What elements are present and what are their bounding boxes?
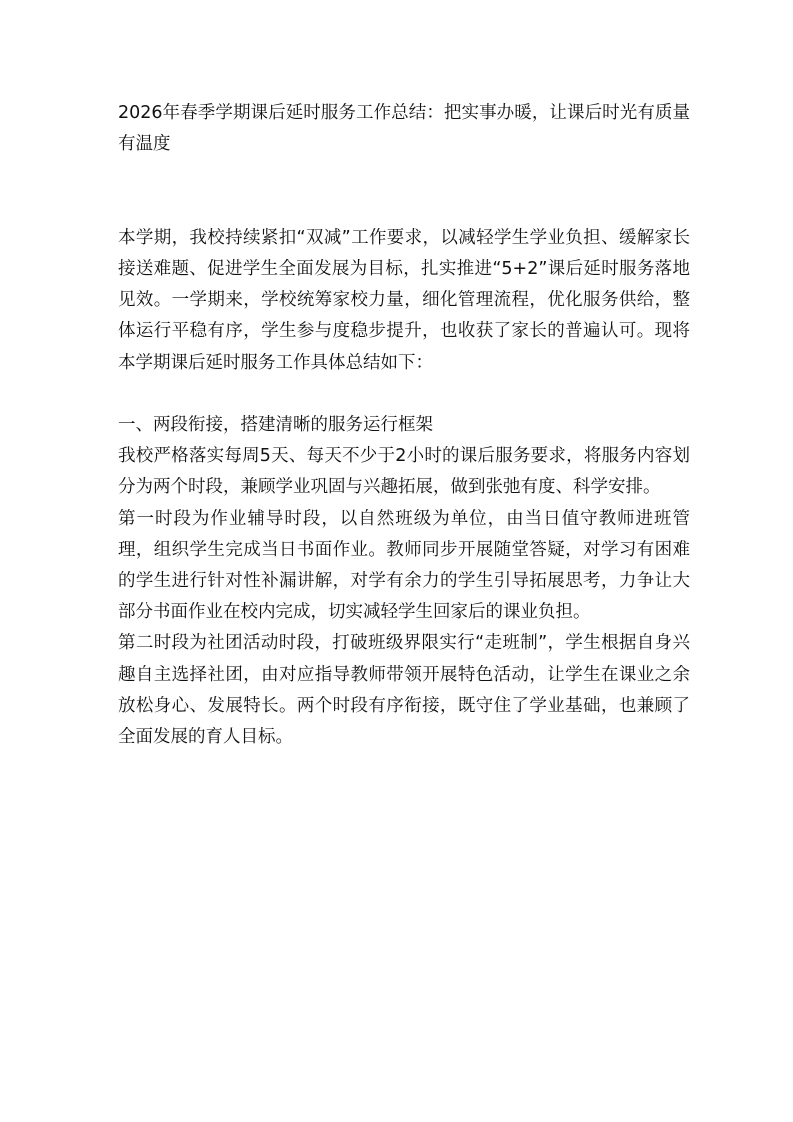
body-paragraph: 我校严格落实每周5天、每天不少于2小时的课后服务要求，将服务内容划分为两个时段，兼顾学业巩固与兴趣拓展，做到张弛有度、科学安排。: [118, 446, 690, 498]
spacer: [118, 160, 690, 191]
spacer: [118, 379, 690, 410]
body-paragraph: 第二时段为社团活动时段，打破班级界限实行“走班制”，学生根据自身兴趣自主选择社团，由对应指导教师带领开展特色活动，让学生在课业之余放松身心、发展特长。两个时段有序衔接，既守住了学业基础，也兼顾了全面发展的育人目标。: [118, 633, 690, 748]
document-body: [118, 98, 690, 753]
intro-paragraph: 本学期，我校持续紧扣“双减”工作要求，以减轻学生学业负担、缓解家长接送难题、促进学生全面发展为目标，扎实推进“5+2”课后延时服务落地见效。一学期来，学校统筹家校力量，细化管理流程，优化服务供给，整体运行平稳有序，学生参与度稳步提升，也收获了家长的普遍认可。现将本学期课后延时服务工作具体总结如下：: [118, 227, 690, 373]
spacer: [118, 192, 690, 223]
body-paragraph: 第一时段为作业辅导时段，以自然班级为单位，由当日值守教师进班管理，组织学生完成当日书面作业。教师同步开展随堂答疑，对学习有困难的学生进行针对性补漏讲解，对学有余力的学生引导拓展思考，力争让大部分书面作业在校内完成，切实减轻学生回家后的课业负担。: [118, 508, 690, 623]
section-heading: 一、两段衔接，搭建清晰的服务运行框架: [118, 414, 433, 435]
document-title: 2026年春季学期课后延时服务工作总结：把实事办暖，让课后时光有质量有温度: [118, 103, 690, 155]
